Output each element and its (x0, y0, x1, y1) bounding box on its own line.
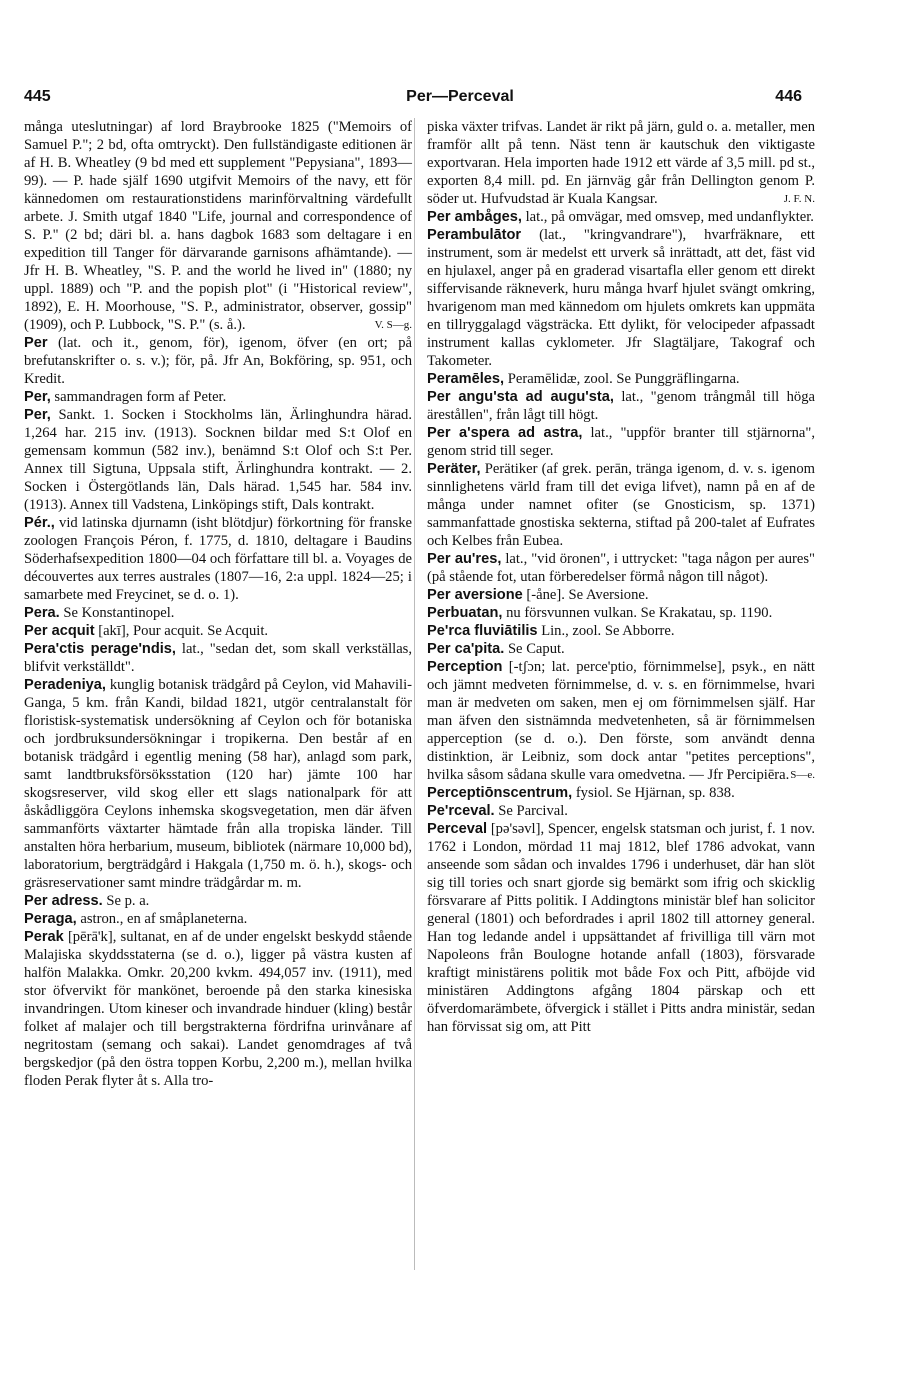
dictionary-entry (427, 460, 815, 550)
dictionary-entry (427, 640, 815, 658)
entry-text: astron., en af småplaneterna. (76, 911, 248, 927)
entry-text: vid latinska djurnamn (isht blötdjur) förkortning för franske zoologen François Péron, f. 1775, d. 1810, deltagare i Baudins Söderhafsexpedition 1800—04 och författare till bl. a. Voyages de découvertes aux terres australes (1807—16, 2:a uppl. 1824—25; i samarbete med Freycinet, se d. o. 1). (24, 515, 412, 603)
entry-headword: Peräter, (427, 461, 481, 477)
column-divider (414, 118, 415, 1270)
entry-text: många uteslutningar) af lord Braybrooke 1825 ("Memoirs of Samuel P."; 2 bd, ofta omtryckt). Den fullständigaste editionen är af H. B. Wheatley (9 bd med ett supplement "Pepysiana", 1893—99). — P. hade själf 1690 utgifvit Memoirs of the navy, ett för kännedomen om restaurationstidens marinförvaltning värdefullt arbete. J. Smith utgaf 1840 "Life, journal and correspondence of S. P." (2 bd; däri bl. a. hans dagbok 1683 som deltagare i en expedition till Tanger för därvarande garnisons afhämtande). — Jfr H. B. Wheatley, "S. P. and the world he lived in" (1880; ny uppl. 1889) och "P. and the popish plot" (i "Historical review", 1892), E. H. Moorhouse, "S. P., administrator, observer, gossip" (1909), och P. Lubbock, "S. P." (s. å.). (24, 119, 412, 333)
author-signature: J. F. N. (783, 193, 815, 205)
entry-text: kunglig botanisk trädgård på Ceylon, vid Mahavili-Ganga, 5 km. från Kandi, bildad 1821, utgör centralanstalt för floristisk-systematisk undersökning af Ceylon och för botaniska och jordbruksundersökningar i tropikerna. Den består af en botanisk trädgård i egentlig mening (58 har), anlagd som park, samt landtbruksförsöksstation (120 har) jämte 100 har skogsreserver, vild skog eller ett slags nationalpark för att åskådliggöra Ceylons inhemska skogsvegetation, men där äfven sammanförts växtarter hämtade från alla tropiska länder. Till anstalten höra herbarium, museum, bibliotek (närmare 10,000 bd), laboratorium, bergträdgård i Hakgala (1,750 m. ö. h.), skogs- och gräsreservationer samt mindre trädgårdar m. m. (24, 677, 412, 891)
dictionary-entry (24, 928, 412, 1090)
dictionary-entry (427, 118, 815, 208)
dictionary-entry (427, 550, 815, 586)
dictionary-entry (24, 622, 412, 640)
entry-headword: Perception (427, 659, 503, 675)
entry-text: [-åne]. Se Aversione. (522, 587, 649, 603)
entry-headword: Per, (24, 389, 51, 405)
entry-text: lat., "uppför branter till stjärnorna", genom strid till seger. (427, 425, 815, 459)
entry-text: lat., "vid öronen", i uttrycket: "taga någon per aures" (på stående fot, utan förberedelser förmå någon till något). (427, 551, 815, 585)
entry-text: lat., på omvägar, med omsvep, med undanflykter. (521, 209, 814, 225)
running-title: Per—Perceval (406, 88, 514, 105)
entry-text: [akī], Pour acquit. Se Acquit. (94, 623, 269, 639)
entry-headword: Pera. (24, 605, 60, 621)
right-page-number: 446 (775, 88, 802, 105)
entry-text: lat., "genom trångmål till höga ärestållen", från lågt till högt. (427, 389, 815, 423)
entry-text: [pə'səvl], Spencer, engelsk statsman och jurist, f. 1 nov. 1762 i London, mördad 11 maj 1812, blef 1786 advokat, vann anseende som sådan och invaldes 1796 i underhuset, där han slöt sig till tories och snart gjorde sig bemärkt som ifrig och skicklig försvarare af Pitts politik. I Addingtons ministär blef han solicitor general (1801) och befordrades i april 1802 till attorney general. Han tog ledande andel i uppsättandet af frivilliga till värn mot Napoleons från Boulogne hotande anfall (1803), försvarade kraftigt ministärens politik mot både Fox och Pitt, afböjde vid ministären Addingtons afgång 1804 pärskap och ett öfverdomarämbete, öfvergick i stället i Pitts andra ministär, sedan han förvissat sig om, att Pitt (427, 821, 815, 1035)
dictionary-entry (427, 820, 815, 1036)
entry-text: fysiol. Se Hjärnan, sp. 838. (572, 785, 735, 801)
entry-headword: Peradeniya, (24, 677, 106, 693)
entry-text: lat., "sedan det, som skall verkställas, blifvit verkställdt". (24, 641, 413, 675)
dictionary-entry (427, 208, 815, 226)
entry-text: nu försvunnen vulkan. Se Krakatau, sp. 1190. (502, 605, 773, 621)
entry-headword: Pera'ctis perage'ndis, (24, 641, 176, 657)
dictionary-entry (24, 676, 412, 892)
entry-text: [-tʃɔn; lat. perce'ptio, förnimmelse], psyk., en nätt och jämnt medveten förnimmelse, d. v. s. en förnimmelse, hvari man är medveten om saken, men ej om förnimmelsen själf. Har man äfven den sistnämnda medvetenheten, så är förnimmelsen apperception (se d. o.). Den förste, som användt denna distinktion, är Leibniz, som dock antar "petites perceptions", hvilka såsom sådana skulle vara omedvetna. — Jfr Percipiēra. (427, 659, 815, 783)
entry-headword: Per aversione (427, 587, 523, 603)
left-column (24, 118, 412, 1090)
dictionary-entry (427, 784, 815, 802)
dictionary-entry (427, 388, 815, 424)
entry-headword: Perak (24, 929, 64, 945)
entry-text: piska växter trifvas. Landet är rikt på järn, guld o. a. metaller, men framför allt på tenn. Näst tenn är kautschuk den viktigaste exportvaran. Hela importen hade 1912 ett värde af 3,5 mill. pd st., exporten 8,4 mill. pd. En järnväg går från Dellington genom P. söder ut. Hufvudstad är Kuala Kangsar. (427, 119, 815, 207)
dictionary-entry (427, 226, 815, 370)
dictionary-entry (24, 406, 412, 514)
entry-text: (lat., "kringvandrare"), hvarfräknare, ett instrument, som är medelst ett urverk så inrättadt, att det, fäst vid en hjulaxel, anger på en graderad visartafla eller genom ett direkt siffervisande räkneverk, huru många hvarf hjulet svängt omkring, hvarigenom man med kännedom om hjulets omkrets kan uppmäta en tillryggalagd vägsträcka. Ett dylikt, för velocipeder afpassadt instrument kallas cyklometer. Jfr Slagtäljare, Takograf och Takometer. (427, 227, 815, 369)
dictionary-entry (427, 658, 815, 784)
entry-text: sammandragen form af Peter. (50, 389, 227, 405)
entry-text: Se Parcival. (494, 803, 568, 819)
entry-headword: Perceval (427, 821, 488, 837)
entry-headword: Pér., (24, 515, 55, 531)
dictionary-entry (427, 586, 815, 604)
dictionary-entry (24, 892, 412, 910)
entry-text: Peramēlidæ, zool. Se Punggräflingarna. (504, 371, 740, 387)
dictionary-entry (24, 118, 412, 334)
entry-headword: Perambulātor (427, 227, 522, 243)
entry-headword: Per angu'sta ad augu'sta, (427, 389, 614, 405)
right-column (427, 118, 815, 1036)
dictionary-entry (24, 514, 412, 604)
author-signature: S—e. (790, 769, 815, 781)
entry-headword: Pe'rca fluviātilis (427, 623, 538, 639)
entry-headword: Per (24, 335, 48, 351)
entry-headword: Pe'rceval. (427, 803, 495, 819)
entry-text: Lin., zool. Se Abborre. (537, 623, 675, 639)
dictionary-entry (24, 910, 412, 928)
entry-text: Perätiker (af grek. perān, tränga igenom, d. v. s. igenom sinnlighetens värld fram till det eviga lifvet), namn på en af de många under namnet ofiter (se Gnosticism, sp. 1371) sammanfattade gnostiska sekterna, stiftad på 200-talet af Eufrates och Kelbes från Eubea. (427, 461, 815, 549)
dictionary-entry (24, 640, 412, 676)
dictionary-entry (427, 370, 815, 388)
entry-text: Se p. a. (102, 893, 150, 909)
entry-text: Se Caput. (504, 641, 565, 657)
entry-headword: Per a'spera ad astra, (427, 425, 583, 441)
dictionary-entry (24, 388, 412, 406)
dictionary-entry (24, 334, 412, 388)
dictionary-entry (427, 802, 815, 820)
entry-headword: Per au'res, (427, 551, 502, 567)
entry-headword: Peraga, (24, 911, 77, 927)
left-page-number: 445 (24, 88, 51, 105)
entry-text: [pērā'k], sultanat, en af de under engelskt beskydd stående Malajiska skyddsstaterna (se d. o.), ligger på västra kusten af halfön Malakka. Omkr. 20,200 kvkm. 494,057 inv. (1911), med stor öfvervikt för mankönet, beroende på den starka kinesiska invandringen. Utom kineser och invandrade hinduer (kling) består folket af malajer och till bergstrakterna fördrifna urinvånare af negritostam (semang och sakai). Landet genomdrages af två bergskedjor (på den östra toppen Korbu, 2,200 m.), mellan hvilka floden Perak flyter åt s. Alla tro- (24, 929, 412, 1089)
entry-text: (lat. och it., genom, för), igenom, öfver (en ort; på brefutanskrifter o. s. v.); för, på. Jfr An, Bokföring, sp. 951, och Kredit. (24, 335, 412, 387)
entry-text: Se Konstantinopel. (59, 605, 175, 621)
entry-headword: Per, (24, 407, 51, 423)
dictionary-entry (24, 604, 412, 622)
entry-headword: Perbuatan, (427, 605, 503, 621)
entry-headword: Perceptiōnscentrum, (427, 785, 573, 801)
entry-headword: Per adress. (24, 893, 103, 909)
entry-headword: Per ca'pita. (427, 641, 505, 657)
entry-headword: Per ambåges, (427, 209, 522, 225)
entry-headword: Per acquit (24, 623, 95, 639)
dictionary-entry (427, 622, 815, 640)
dictionary-entry (427, 604, 815, 622)
dictionary-entry (427, 424, 815, 460)
entry-text: Sankt. 1. Socken i Stockholms län, Ärlinghundra härad. 1,264 har. 215 inv. (1913). Socknen bildar med S:t Olof en gemensam kommun (582 inv.), benämnd S:t Olof och S:t Per. Annex till Sigtuna, Uppsala stift, Ärlinghundra kontrakt. — 2. Socken i Östergötlands län, Dals härad. 1,545 har. 584 inv. (1913). Annex till Vadstena, Linköpings stift, Dals kontrakt. (24, 407, 412, 513)
entry-headword: Peramēles, (427, 371, 505, 387)
author-signature: V. S—g. (374, 319, 412, 331)
